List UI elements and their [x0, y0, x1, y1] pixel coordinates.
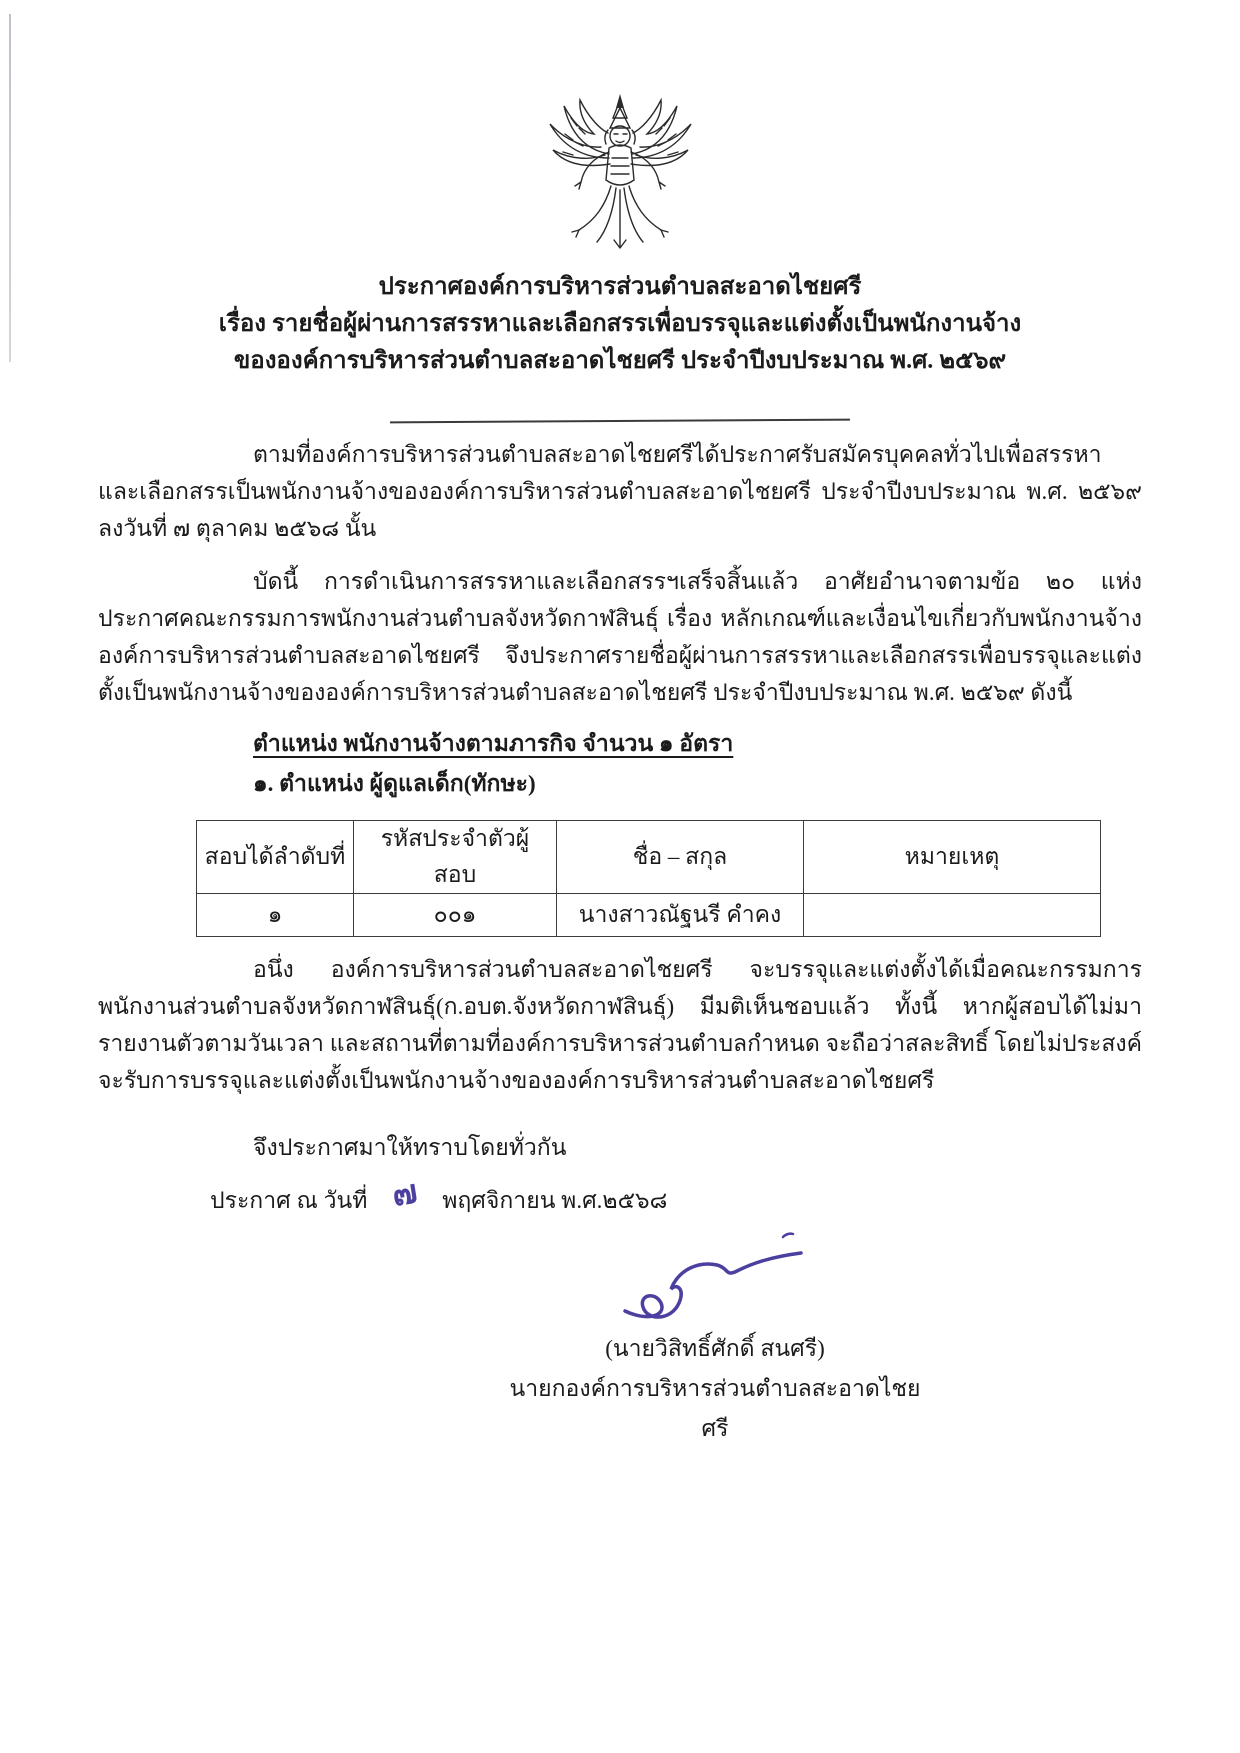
- handwritten-day-numeral: ๗: [390, 1174, 421, 1214]
- signatory-title: นายกองค์การบริหารส่วนตำบลสะอาดไชยศรี: [509, 1376, 921, 1441]
- header-candidate-id: รหัสประจำตัวผู้สอบ: [354, 821, 557, 894]
- header-remark: หมายเหตุ: [804, 821, 1101, 894]
- paragraph-announcement: บัดนี้ การดำเนินการสรรหาและเลือกสรรฯเสร็จสิ้นแล้ว อาศัยอำนาจตามข้อ ๒๐ แห่งประกาศคณะกรรมการพนักงานส่วนตำบลจังหวัดกาฬสินธุ์ เรื่อง หลักเกณฑ์และเงื่อนไขเกี่ยวกับพนักงานจ้าง องค์การบริหารส่วนตำบลสะอาดไชยศรี จึงประกาศรายชื่อผู้ผ่านการสรรหาและเลือกสรรเพื่อบรรจุและแต่งตั้งเป็นพนักงานจ้างขององค์การบริหารส่วนตำบลสะอาดไชยศรี ประจำปีงบประมาณ พ.ศ. ๒๕๖๙ ดังนี้: [98, 569, 1142, 705]
- table-row: [197, 894, 1101, 937]
- signature-block: [505, 1225, 925, 1449]
- signature-scribble-icon: [595, 1225, 835, 1335]
- cell-candidate-id: ๐๐๑: [354, 894, 557, 937]
- paragraph-background: ตามที่องค์การบริหารส่วนตำบลสะอาดไชยศรีได้ประกาศรับสมัครบุคคลทั่วไปเพื่อสรรหาและเลือกสรรเป็นพนักงานจ้างขององค์การบริหารส่วนตำบลสะอาดไชยศรี ประจำปีงบประมาณ พ.ศ. ๒๕๖๙ ลงวันที่ ๗ ตุลาคม ๒๕๖๘ นั้น: [98, 442, 1142, 541]
- header-rank: สอบได้ลำดับที่: [197, 821, 354, 894]
- title-line-1: ประกาศองค์การบริหารส่วนตำบลสะอาดไชยศรี: [378, 274, 862, 300]
- cell-rank: ๑: [197, 894, 354, 937]
- cell-remark: [804, 894, 1101, 937]
- title-line-3: ขององค์การบริหารส่วนตำบลสะอาดไชยศรี ประจำปีงบประมาณ พ.ศ. ๒๕๖๙: [233, 348, 1007, 374]
- title-divider-rule: [390, 419, 850, 424]
- cell-name: นางสาวณัฐนรี คำคง: [557, 894, 804, 937]
- paragraph-conditions: อนึ่ง องค์การบริหารส่วนตำบลสะอาดไชยศรี จะบรรจุและแต่งตั้งได้เมื่อคณะกรรมการพนักงานส่วนตำบลจังหวัดกาฬสินธุ์(ก.อบต.จังหวัดกาฬสินธุ์) มีมติเห็นชอบแล้ว ทั้งนี้ หากผู้สอบได้ไม่มารายงานตัวตามวันเวลา และสถานที่ตามที่องค์การบริหารส่วนตำบลกำหนด จะถือว่าสละสิทธิ์ โดยไม่ประสงค์จะรับการบรรจุและแต่งตั้งเป็นพนักงานจ้างขององค์การบริหารส่วนตำบลสะอาดไชยศรี: [98, 957, 1142, 1093]
- closing-statement: จึงประกาศมาให้ทราบโดยทั่วกัน: [253, 1135, 567, 1160]
- result-table: [196, 820, 1101, 937]
- scan-artifact-line: [9, 14, 11, 362]
- announcement-date-line: [210, 1176, 1142, 1223]
- title-line-2: เรื่อง รายชื่อผู้ผ่านการสรรหาและเลือกสรรเพื่อบรรจุและแต่งตั้งเป็นพนักงานจ้าง: [218, 311, 1022, 337]
- date-suffix: พฤศจิกายน พ.ศ.๒๕๖๘: [442, 1188, 668, 1213]
- header-name: ชื่อ – สกุล: [557, 821, 804, 894]
- document-title: [0, 269, 1240, 380]
- position-item: ๑. ตำแหน่ง ผู้ดูแลเด็ก(ทักษะ): [253, 771, 536, 796]
- date-prefix: ประกาศ ณ วันที่: [210, 1188, 368, 1213]
- signatory-name: (นายวิสิทธิ์ศักดิ์ สนศรี): [605, 1336, 825, 1361]
- position-heading: ตำแหน่ง พนักงานจ้างตามภารกิจ จำนวน ๑ อัตรา: [253, 731, 734, 756]
- table-header-row: [197, 821, 1101, 894]
- garuda-emblem-icon: [533, 88, 708, 263]
